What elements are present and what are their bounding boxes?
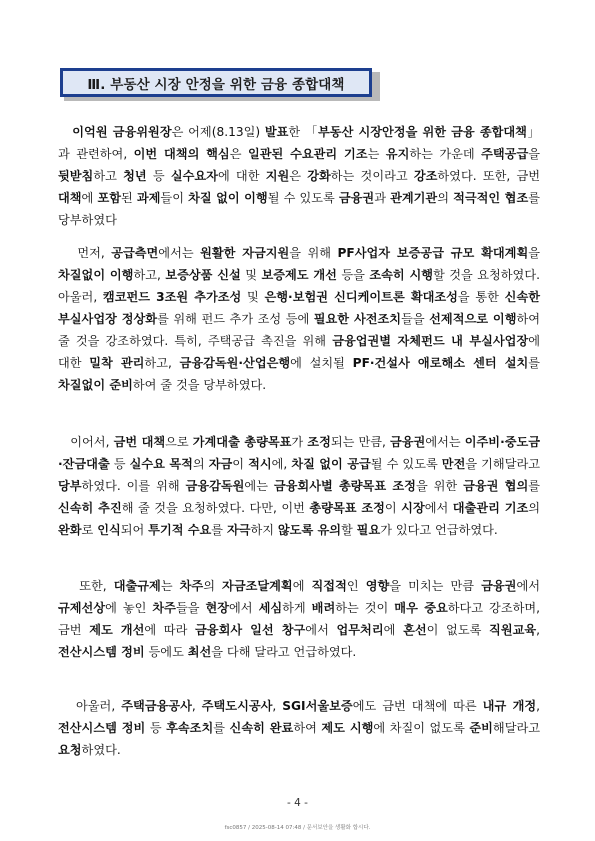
body-text: 은 [229, 147, 248, 161]
body-text: 먼저, [77, 246, 112, 260]
body-text: 하였다. 이를 위해 [81, 479, 186, 493]
body-text: 한 「 [288, 125, 319, 139]
body-text: 및 [240, 268, 262, 282]
body-text: 를 [528, 356, 541, 370]
body-text: 에서는 [158, 246, 201, 260]
emphasis-text: 포함 [97, 191, 121, 205]
body-text: 를 [211, 523, 227, 537]
body-text: 등을 [336, 268, 370, 282]
paragraph-4 [58, 575, 540, 663]
emphasis-text: 배려 [311, 601, 336, 615]
body-text: 해달라고 [492, 721, 541, 735]
emphasis-text: 매우 중요 [394, 601, 448, 615]
body-text: 에 [292, 579, 312, 593]
body-text: 하고 [93, 169, 124, 183]
body-text: 에 따라 [144, 623, 196, 637]
emphasis-text: 자극 [226, 523, 251, 537]
body-text: 될 수 있도록 [370, 457, 442, 471]
emphasis-text: 혼선 [403, 623, 427, 637]
body-text: 된 [120, 191, 137, 205]
body-text: 에 차질이 없도록 [373, 721, 470, 735]
body-text: 아울러, [76, 699, 122, 713]
emphasis-text: 자금 [208, 457, 233, 471]
body-text: 들을 [401, 312, 430, 326]
emphasis-text: 신속히 완료 [229, 721, 294, 735]
emphasis-text: 가계대출 총량목표 [192, 435, 292, 449]
emphasis-text: 현장 [205, 601, 230, 615]
emphasis-text: 주택도시공사 [201, 699, 273, 713]
emphasis-text: 금융업권별 자체펀드 내 부실사업장 [332, 334, 529, 348]
body-text: 등 [109, 457, 130, 471]
emphasis-text: 금융권 [338, 191, 375, 205]
body-text: 의 [437, 191, 454, 205]
body-text: , [536, 623, 541, 637]
body-text: 」과 관련하여, [58, 125, 540, 161]
emphasis-text: 업무처리 [336, 623, 384, 637]
body-text: 의 [192, 457, 209, 471]
body-text: 는 [367, 147, 386, 161]
emphasis-text: 차질없이 이행 [58, 268, 134, 282]
body-text: 를 [213, 721, 230, 735]
emphasis-text: PF사업자 보증공급 규모 확대계획 [337, 246, 529, 260]
emphasis-text: 내규 개정 [482, 699, 537, 713]
body-text: 에서 [229, 601, 259, 615]
emphasis-text: 전산시스템 정비 [58, 645, 145, 659]
body-text: 을 [528, 246, 541, 260]
emphasis-text: 대책 [58, 191, 82, 205]
body-text: 이 없도록 [426, 623, 490, 637]
emphasis-text: 필요한 사전조치 [313, 312, 402, 326]
body-text: 하는 것이라고 [330, 169, 414, 183]
section-heading-title: Ⅲ. 부동산 시장 안정을 위한 금융 종합대책 [60, 68, 372, 97]
emphasis-text: 보증제도 개선 [261, 268, 337, 282]
body-text: , [272, 699, 283, 713]
body-text: 할 것을 요청하였다. 아울러, [58, 268, 540, 304]
body-text: 또한, [79, 579, 114, 593]
emphasis-text: 만전 [441, 457, 466, 471]
body-text: 하여 줄 것을 강조하였다. 특히, 주택공급 촉진을 위해 [58, 312, 541, 348]
emphasis-text: 적극적인 협조 [453, 191, 529, 205]
emphasis-text: 발표 [264, 125, 289, 139]
emphasis-text: 당부 [58, 479, 82, 493]
body-text: 하는 것이 [335, 601, 395, 615]
body-text: 을 위해 [289, 246, 338, 260]
body-text: 을 미치는 만큼 [389, 579, 482, 593]
emphasis-text: 세심 [258, 601, 283, 615]
emphasis-text: 영향 [365, 579, 390, 593]
emphasis-text: 원활한 자금지원 [200, 246, 290, 260]
body-text: 하는 가운데 [409, 147, 482, 161]
emphasis-text: 뒷받침 [58, 169, 94, 183]
body-text: 하여 [293, 721, 322, 735]
body-text: 하다고 강조하며, 금번 [58, 601, 541, 637]
emphasis-text: 규제선상 [58, 601, 106, 615]
emphasis-text: 차질 없이 이행 [188, 191, 268, 205]
body-text: 하지 [250, 523, 278, 537]
emphasis-text: 관계기관 [390, 191, 438, 205]
emphasis-text: 자금조달계획 [222, 579, 293, 593]
body-text: 을 통한 [457, 290, 505, 304]
paragraph-5 [58, 695, 540, 761]
emphasis-text: 금융권 협의 [463, 479, 529, 493]
body-text: 하게 [282, 601, 312, 615]
emphasis-text: 금융감독원·산업은행 [179, 356, 291, 370]
body-text: 를 당부하였다 [58, 191, 540, 227]
page-number: - 4 - [287, 797, 308, 809]
emphasis-text: 지원 [265, 169, 290, 183]
body-text: 해 줄 것을 요청하였다. 다만, 이번 [121, 501, 310, 515]
body-text: 하였다. 또한, 금번 [437, 169, 540, 183]
body-text: 들을 [175, 601, 206, 615]
body-text: 하였다. [81, 743, 121, 757]
section-heading [60, 68, 372, 97]
body-text: 과 [374, 191, 391, 205]
emphasis-text: SGI서울보증 [282, 699, 353, 713]
emphasis-text: 주택공급 [481, 147, 529, 161]
body-text: 에도 금번 대책에 따른 [352, 699, 483, 713]
body-text: 에서 [305, 623, 337, 637]
emphasis-text: 이주비·중도금·잔금대출 [58, 435, 541, 471]
emphasis-text: 차질없이 준비 [58, 378, 133, 392]
body-text: 에서 [516, 579, 540, 593]
emphasis-text: 과제 [136, 191, 161, 205]
emphasis-text: 총량목표 조정 [309, 501, 385, 515]
emphasis-text: 실수요 목적 [129, 457, 193, 471]
emphasis-text: 전산시스템 정비 [58, 721, 146, 735]
body-text: 에 대한 [58, 334, 540, 370]
emphasis-text: 금융회사 일선 창구 [195, 623, 306, 637]
emphasis-text: 은행·보험권 신디케이트론 확대조성 [264, 290, 458, 304]
body-text: 에 [81, 191, 98, 205]
emphasis-text: 시장 [401, 501, 425, 515]
emphasis-text: 신속한 부실사업장 정상화 [58, 290, 540, 326]
body-text: 등 [145, 721, 167, 735]
emphasis-text: 강화 [307, 169, 331, 183]
emphasis-text: 조정 [307, 435, 331, 449]
body-text: 될 수 있도록 [267, 191, 339, 205]
body-text: , [536, 699, 541, 713]
body-text: 를 [528, 479, 540, 493]
body-text: 에, [271, 457, 292, 471]
emphasis-text: 금융감독원 [185, 479, 245, 493]
paragraph-3 [58, 431, 540, 541]
body-text: 하여 줄 것을 당부하였다. [132, 378, 267, 392]
emphasis-text: 적시 [248, 457, 272, 471]
emphasis-text: 요청 [58, 743, 82, 757]
emphasis-text: 제도 시행 [321, 721, 374, 735]
emphasis-text: 완화 [58, 523, 82, 537]
body-text: 가 있다고 언급하였다. [380, 523, 498, 537]
paragraph-2 [58, 242, 540, 396]
body-text: 되는 만큼, [330, 435, 390, 449]
body-text: 을 다해 달라고 언급하였다. [211, 645, 357, 659]
body-text: 를 위해 펀드 추가 조성 등에 [157, 312, 314, 326]
emphasis-text: 최선 [187, 645, 212, 659]
body-text: 에는 [244, 479, 274, 493]
emphasis-text: 금융회사별 총량목표 조정 [273, 479, 416, 493]
emphasis-text: 차주 [152, 601, 176, 615]
body-text: 되어 [120, 523, 149, 537]
emphasis-text: 조속히 시행 [369, 268, 434, 282]
emphasis-text: 보증상품 신설 [165, 268, 241, 282]
body-text: 에서는 [425, 435, 465, 449]
body-text: 등에도 [144, 645, 188, 659]
body-text: 의 [528, 501, 541, 515]
body-text: 가 [291, 435, 308, 449]
body-text: 하고, [144, 356, 180, 370]
body-text: 이어서, [70, 435, 114, 449]
emphasis-text: 투기적 수요 [148, 523, 212, 537]
body-text: 에 대한 [217, 169, 266, 183]
emphasis-text: 강조 [413, 169, 438, 183]
emphasis-text: 금번 대책 [113, 435, 166, 449]
body-text: 하고, [133, 268, 166, 282]
body-text: 인 [346, 579, 366, 593]
emphasis-text: 차주 [179, 579, 204, 593]
body-text: 에 놓인 [105, 601, 153, 615]
emphasis-text: 금융권 [481, 579, 517, 593]
emphasis-text: 제도 개선 [89, 623, 145, 637]
body-text: 을 기해달라고 [465, 457, 541, 471]
emphasis-text: 않도록 유의 [277, 523, 342, 537]
emphasis-text: 금융권 [390, 435, 426, 449]
emphasis-text: 유지 [385, 147, 410, 161]
emphasis-text: PF·건설사 애로해소 센터 설치 [352, 356, 529, 370]
body-text: 이 [232, 457, 249, 471]
emphasis-text: 청년 [123, 169, 147, 183]
footer-security-notice: fsc0857 / 2025-08-14 07:48 / 문서보안을 생활화 합시다. [224, 825, 371, 831]
body-text: 은 [289, 169, 308, 183]
body-text: 이 [384, 501, 402, 515]
body-text: 등 [146, 169, 171, 183]
body-text: 은 어제(8.13일) [171, 125, 265, 139]
emphasis-text: 후속조치 [166, 721, 214, 735]
emphasis-text: 실수요자 [170, 169, 218, 183]
emphasis-text: 준비 [469, 721, 493, 735]
body-text: 을 위한 [415, 479, 464, 493]
paragraph-1 [58, 121, 540, 231]
body-text: 로 [81, 523, 98, 537]
emphasis-text: 인식 [97, 523, 121, 537]
emphasis-text: 직원교육 [489, 623, 537, 637]
emphasis-text: 신속히 추진 [58, 501, 122, 515]
emphasis-text: 주택금융공사 [121, 699, 192, 713]
emphasis-text: 이번 대책의 핵심 [133, 147, 230, 161]
emphasis-text: 선제적으로 이행 [429, 312, 517, 326]
body-text: 의 [203, 579, 223, 593]
body-text: 에서 [424, 501, 453, 515]
emphasis-text: 공급측면 [111, 246, 159, 260]
emphasis-text: 필요 [356, 523, 381, 537]
body-text: 는 [160, 579, 180, 593]
body-text: 에 설치될 [290, 356, 353, 370]
body-text: 들이 [160, 191, 189, 205]
emphasis-text: 일관된 수요관리 기조 [247, 147, 368, 161]
emphasis-text: 차질 없이 공급 [291, 457, 371, 471]
emphasis-text: 직접적 [311, 579, 347, 593]
body-text: 할 [341, 523, 357, 537]
emphasis-text: 대출관리 기조 [452, 501, 529, 515]
emphasis-text: 이억원 금융위원장 [72, 125, 172, 139]
body-text: 을 [528, 147, 540, 161]
emphasis-text: 부동산 시장안정을 위한 금융 종합대책 [318, 125, 527, 139]
body-text: 에 [383, 623, 404, 637]
body-text: 으로 [165, 435, 193, 449]
body-text: 및 [241, 290, 265, 304]
emphasis-text: 캠코펀드 3조원 추가조성 [102, 290, 242, 304]
emphasis-text: 밀착 관리 [89, 356, 145, 370]
body-text: , [191, 699, 202, 713]
emphasis-text: 대출규제 [113, 579, 161, 593]
